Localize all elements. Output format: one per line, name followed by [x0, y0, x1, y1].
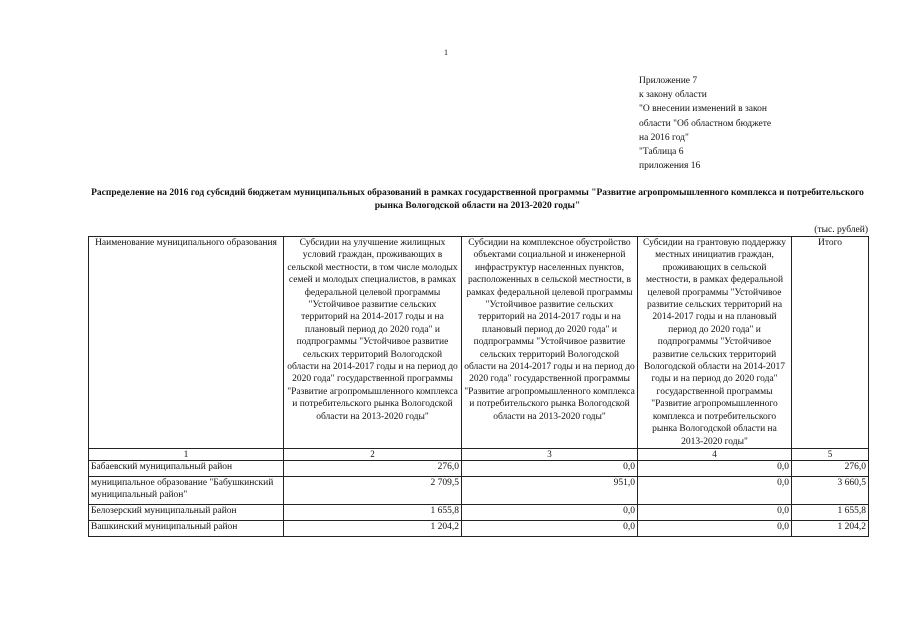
appendix-line: Приложение 7: [639, 76, 698, 86]
total-value: 276,0: [792, 460, 869, 476]
housing-value: 1 655,8: [284, 504, 462, 520]
appendix-line: приложения 16: [639, 161, 701, 172]
total-value: 3 660,5: [792, 476, 869, 504]
subsidy-table: [88, 236, 869, 537]
column-number-row: [89, 448, 869, 460]
appendix-line: на 2016 год": [639, 132, 689, 143]
column-number: 2: [284, 448, 462, 460]
document-title: Распределение на 2016 год субсидий бюджетам муниципальных образований в рамках государственной программы "Развитие агропромышленного комплекса и потребительского рынка Вологодской области на 2013-2020 годы": [91, 188, 864, 211]
column-number: 5: [792, 448, 869, 460]
appendix-line: к закону области: [639, 90, 707, 101]
column-number: 3: [462, 448, 638, 460]
header-grant-subsidy: Субсидии на грантовую поддержку местных инициатив граждан, проживающих в сельской местности, в рамках федеральной целевой программы "Устойчивое развитие сельских территорий на 2014-2017 годы и на плановый период до 2020 года" и подпрограммы "Устойчивое развитие сельских территорий Вологодской области на 2014-2017 годы и на период до 2020 года" государственной программы "Развитие агропромышленного комплекса и потребительского рынка Вологодской области на 2013-2020 годы": [638, 237, 792, 449]
column-number: 1: [89, 448, 284, 460]
table-row: [89, 504, 869, 520]
municipality-name: Бабаевский муниципальный район: [89, 460, 284, 476]
page-number: 1: [444, 48, 448, 57]
units-label: (тыс. рублей): [814, 225, 868, 235]
header-total: Итого: [792, 237, 869, 449]
appendix-line: "Таблица 6: [639, 147, 684, 158]
municipality-name: муниципальное образование "Бабушкинский муниципальный район": [89, 476, 284, 504]
column-number: 4: [638, 448, 792, 460]
table-row: [89, 460, 869, 476]
municipality-name: Вашкинский муниципальный район: [89, 520, 284, 536]
appendix-line: области "Об областном бюджете: [639, 118, 772, 129]
total-value: 1 655,8: [792, 504, 869, 520]
infrastructure-value: 0,0: [462, 520, 638, 536]
infrastructure-value: 0,0: [462, 504, 638, 520]
total-value: 1 204,2: [792, 520, 869, 536]
table-row: [89, 520, 869, 536]
municipality-name: Белозерский муниципальный район: [89, 504, 284, 520]
housing-value: 2 709,5: [284, 476, 462, 504]
housing-value: 276,0: [284, 460, 462, 476]
table-header-row: [89, 237, 869, 449]
infrastructure-value: 951,0: [462, 476, 638, 504]
header-housing-subsidy: Субсидии на улучшение жилищных условий граждан, проживающих в сельской местности, в том числе молодых семей и молодых специалистов, в рамках федеральной целевой программы "Устойчивое развитие сельских территорий на 2014-2017 годы и на плановый период до 2020 года" и подпрограммы "Устойчивое развитие сельских территорий Вологодской области на 2014-2017 годы и на период до 2020 года" государственной программы "Развитие агропромышленного комплекса и потребительского рынка Вологодской области на 2013-2020 годы": [284, 237, 462, 449]
grant-value: 0,0: [638, 504, 792, 520]
appendix-note: [639, 74, 771, 173]
infrastructure-value: 0,0: [462, 460, 638, 476]
appendix-line: "О внесении изменений в закон: [639, 104, 767, 115]
housing-value: 1 204,2: [284, 520, 462, 536]
grant-value: 0,0: [638, 476, 792, 504]
grant-value: 0,0: [638, 460, 792, 476]
header-infrastructure-subsidy: Субсидии на комплексное обустройство объектами социальной и инженерной инфраструктур населенных пунктов, расположенных в сельской местности, в рамках федеральной целевой программы "Устойчивое развитие сельских территорий на 2014-2017 годы и на плановый период до 2020 года" и подпрограммы "Устойчивое развитие сельских территорий Вологодской области на 2014-2017 годы и на период до 2020 года" государственной программы "Развитие агропромышленного комплекса и потребительского рынка Вологодской области на 2013-2020 годы": [462, 237, 638, 449]
header-name: Наименование муниципального образования: [89, 237, 284, 449]
table-row: [89, 476, 869, 504]
grant-value: 0,0: [638, 520, 792, 536]
